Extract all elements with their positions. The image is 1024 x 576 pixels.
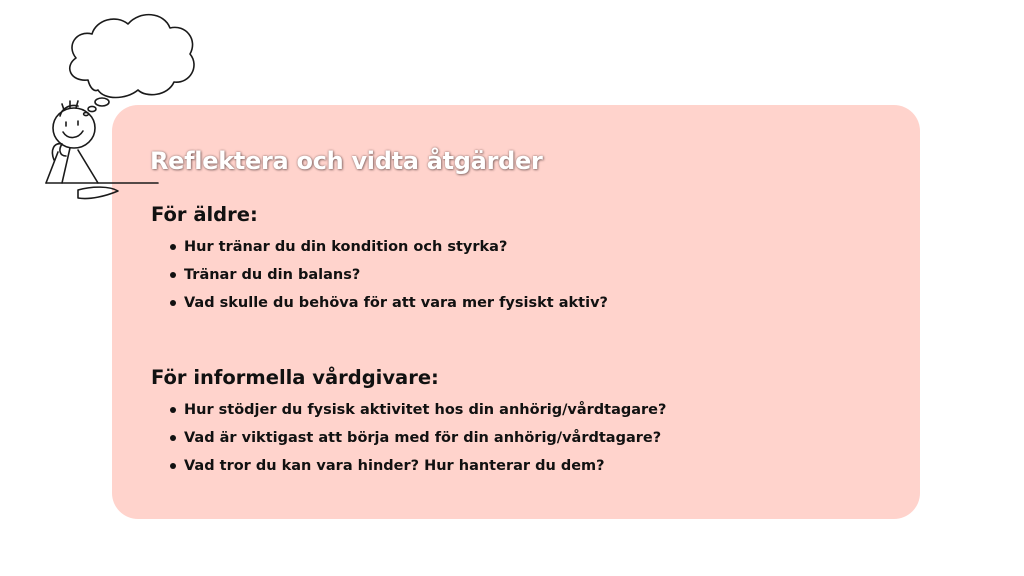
bullet-icon (170, 300, 176, 306)
question-list-caregivers (166, 399, 666, 483)
bullet-icon (170, 463, 176, 469)
list-item (166, 399, 666, 427)
question-text: Tränar du din balans? (184, 267, 361, 283)
bullet-icon (170, 244, 176, 250)
bullet-icon (170, 272, 176, 278)
list-item (166, 427, 666, 455)
question-text: Hur tränar du din kondition och styrka? (184, 239, 508, 255)
question-text: Vad tror du kan vara hinder? Hur hanterar du dem? (184, 458, 605, 474)
question-text: Hur stödjer du fysisk aktivitet hos din anhörig/vårdtagare? (184, 402, 667, 418)
section-heading-caregivers: För informella vårdgivare: (151, 366, 439, 389)
bullet-icon (170, 407, 176, 413)
question-list-elderly (166, 236, 608, 320)
list-item (166, 264, 608, 292)
bullet-icon (170, 435, 176, 441)
list-item (166, 236, 608, 264)
question-text: Vad är viktigast att börja med för din anhörig/vårdtagare? (184, 430, 662, 446)
list-item (166, 455, 666, 483)
question-text: Vad skulle du behöva för att vara mer fysiskt aktiv? (184, 295, 608, 311)
thinking-stick-figure-icon (0, 0, 210, 210)
list-item (166, 292, 608, 320)
section-heading-elderly: För äldre: (151, 203, 258, 226)
slide-title: Reflektera och vidta åtgärder (150, 147, 543, 175)
